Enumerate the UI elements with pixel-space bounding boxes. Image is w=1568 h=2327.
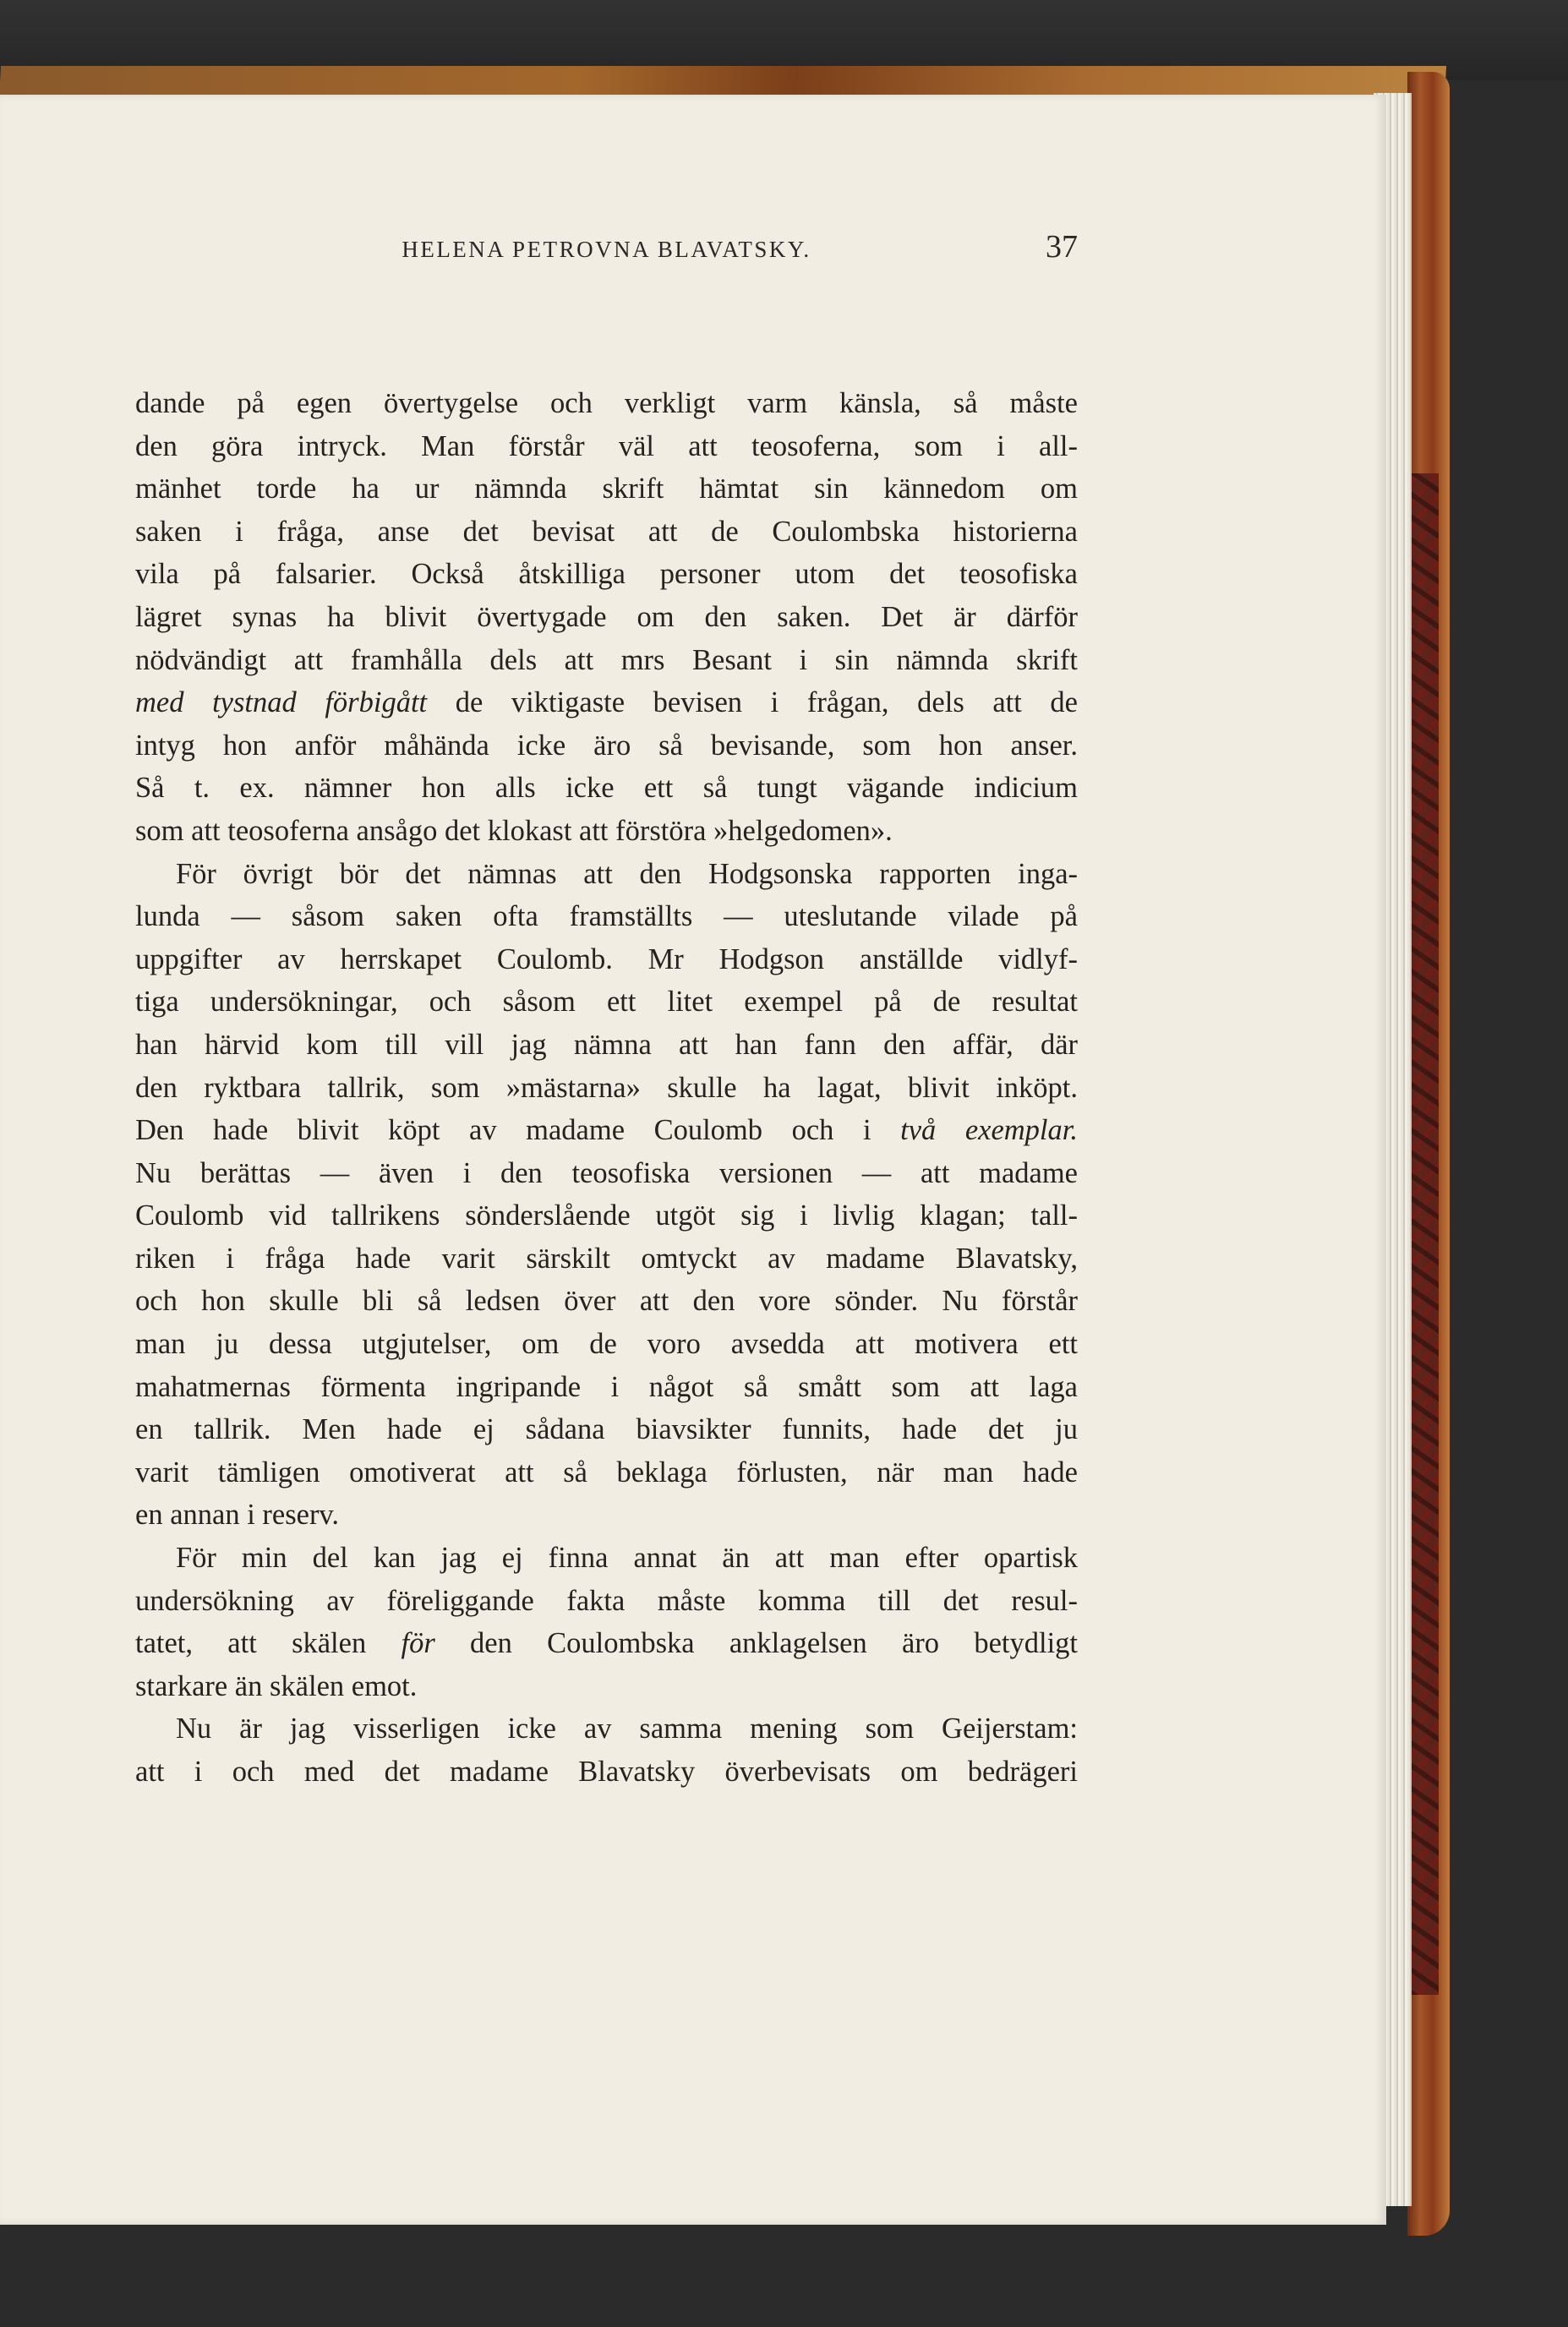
body-text xyxy=(135,382,1078,1794)
text-line: uppgifter av herrskapet Coulomb. Mr Hodgson anställde vidlyf- xyxy=(135,942,1078,975)
running-title: HELENA PETROVNA BLAVATSKY. xyxy=(402,237,811,262)
text-line: nödvändigt att framhålla dels att mrs Besant i sin nämnda skrift xyxy=(135,643,1078,676)
text-line: lägret synas ha blivit övertygade om den saken. Det är därför xyxy=(135,600,1078,633)
text-line: tatet, att skälen för den Coulombska anklagelsen äro betydligt xyxy=(135,1627,1078,1660)
text-line: varit tämligen omotiverat att så beklaga förlusten, när man hade xyxy=(135,1456,1078,1489)
text-line: dande på egen övertygelse och verkligt varm känsla, så måste xyxy=(135,387,1078,419)
text-line: saken i fråga, anse det bevisat att de Coulombska historierna xyxy=(135,515,1078,548)
text-line: med tystnad förbigått de viktigaste bevisen i frågan, dels att de xyxy=(135,686,1078,719)
text-line: starkare än skälen emot. xyxy=(135,1669,418,1702)
text-line: en annan i reserv. xyxy=(135,1499,340,1532)
text-line: Den hade blivit köpt av madame Coulomb och i två exemplar. xyxy=(135,1114,1078,1147)
text-line: mahatmernas förmenta ingripande i något så smått som att laga xyxy=(135,1370,1078,1403)
text-line: tiga undersökningar, och såsom ett litet exempel på de resultat xyxy=(135,986,1078,1019)
italic-emphasis: för xyxy=(401,1627,435,1660)
italic-emphasis: två exemplar. xyxy=(900,1114,1078,1147)
text-line: För övrigt bör det nämnas att den Hodgsonska rapporten inga- xyxy=(176,857,1078,890)
text-line: För min del kan jag ej finna annat än att man efter opartisk xyxy=(176,1542,1078,1575)
text-line: Så t. ex. nämner hon alls icke ett så tungt vägande indicium xyxy=(135,772,1078,805)
text-line: han härvid kom till vill jag nämna att han fann den affär, där xyxy=(135,1028,1078,1061)
page-header xyxy=(135,221,1078,272)
text-line: som att teosoferna ansågo det klokast att förstöra »helgedomen». xyxy=(135,814,893,847)
text-line: vila på falsarier. Också åtskilliga personer utom det teosofiska xyxy=(135,558,1078,591)
text-line: en tallrik. Men hade ej sådana biavsikter funnits, hade det ju xyxy=(135,1413,1078,1446)
page-number: 37 xyxy=(1046,229,1078,265)
text-line: Nu är jag visserligen icke av samma mening som Geijerstam: xyxy=(176,1712,1078,1745)
text-line: undersökning av föreliggande fakta måste komma till det resul- xyxy=(135,1584,1078,1617)
text-line: och hon skulle bli så ledsen över att den vore sönder. Nu förstår xyxy=(135,1285,1078,1318)
text-line: mänhet torde ha ur nämnda skrift hämtat sin kännedom om xyxy=(135,473,1078,505)
text-line: lunda — såsom saken ofta framställts — uteslutande vilade på xyxy=(135,900,1078,933)
marbled-edge xyxy=(1410,473,1439,1995)
text-line: Coulomb vid tallrikens sönderslående utgöt sig i livlig klagan; tall- xyxy=(135,1199,1078,1232)
text-line: Nu berättas — även i den teosofiska versionen — att madame xyxy=(135,1156,1078,1189)
text-line: den göra intryck. Man förstår väl att teosoferna, som i all- xyxy=(135,429,1078,462)
text-line: att i och med det madame Blavatsky överbevisats om bedrägeri xyxy=(135,1756,1078,1788)
text-line: intyg hon anför måhända icke äro så bevisande, som hon anser. xyxy=(135,729,1078,762)
text-line: riken i fråga hade varit särskilt omtyckt av madame Blavatsky, xyxy=(135,1242,1078,1275)
text-line: den ryktbara tallrik, som »mästarna» skulle ha lagat, blivit inköpt. xyxy=(135,1071,1078,1104)
text-line: man ju dessa utgjutelser, om de voro avsedda att motivera ett xyxy=(135,1328,1078,1361)
italic-emphasis: med tystnad förbigått xyxy=(135,686,428,719)
